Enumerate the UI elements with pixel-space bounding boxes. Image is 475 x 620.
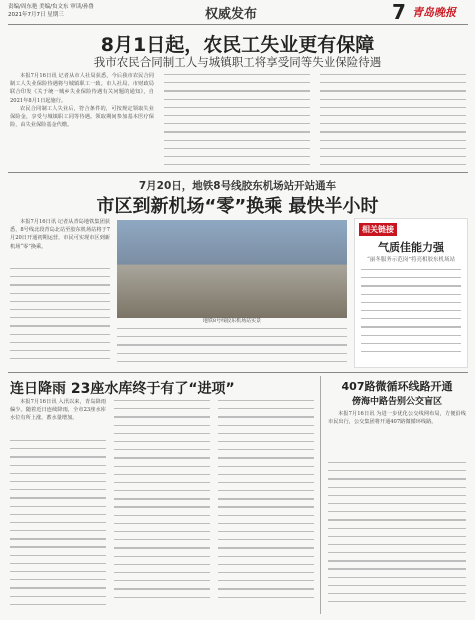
article4-subtitle: 傍海中路告别公交盲区 bbox=[351, 397, 442, 407]
related-link-title: 气质佳能力强 bbox=[378, 241, 444, 254]
article2-col1-text bbox=[10, 268, 110, 368]
masthead-editors bbox=[8, 3, 94, 19]
article3-lead: 本报7月16日讯 入汛以来，青岛降雨偏少。随着近日连续降雨，全市23座水库水位有所上涨，蓄水量增加。 bbox=[10, 399, 106, 422]
divider-1 bbox=[8, 172, 468, 173]
related-link-text bbox=[361, 269, 461, 361]
article3-col2-text bbox=[114, 400, 210, 612]
article2-title: 市区到新机场“零”换乘 最快半小时 bbox=[96, 196, 379, 217]
article4-col bbox=[328, 410, 466, 460]
article2-lead: 本报7月16日讯 记者从青岛地铁集团获悉，8号线北段青岛北站至胶东机场站将于7月20日开通初期运营，市民可实现市区到新机场“零”换乘。 bbox=[10, 219, 110, 250]
article1-col1 bbox=[10, 72, 154, 170]
article2-kicker: 7月20日，地铁8号线胶东机场站开站通车 bbox=[138, 180, 337, 192]
article4-title: 407路微循环线路开通 bbox=[341, 380, 453, 393]
article1-col3-text bbox=[320, 74, 466, 170]
article4-lead: 本报7月16日讯 为进一步优化公交线网布局，方便沿线市民出行，公交集团将开通407路微循环线路。 bbox=[328, 411, 466, 426]
related-link-box bbox=[354, 218, 468, 368]
article4-text bbox=[328, 462, 466, 612]
related-link-subtitle: “丽冬服务示范岗”将亮相胶东机场站 bbox=[366, 257, 456, 263]
article3-title: 连日降雨 23座水库终于有了“进项” bbox=[10, 381, 235, 397]
page-header bbox=[0, 0, 475, 24]
editors-line: 责编/周东艳 美编/贠文东 审读/孙鲁 bbox=[8, 4, 95, 10]
article1-col2-text bbox=[164, 74, 310, 170]
article1-body: 农民合同制工人失业后，符合条件的，可按规定领取失业保险金，享受与城镇职工同等待遇。领取期间参加基本医疗保险，由失业保险基金代缴。 bbox=[10, 105, 154, 129]
related-link-tag: 相关链接 bbox=[359, 223, 397, 236]
photo-caption: 地铁8号线胶东机场站实景 bbox=[202, 318, 262, 324]
article3-col3-text bbox=[218, 400, 314, 612]
section-title: 权威发布 bbox=[205, 7, 258, 22]
article2-col2-text bbox=[117, 328, 347, 368]
divider-2 bbox=[8, 372, 468, 373]
page-number: 7 bbox=[392, 0, 406, 24]
newspaper-logo: 青岛晚报 bbox=[412, 6, 456, 19]
article1-lead: 本报7月16日讯 记者从市人社局获悉，今后我市农民合同制工人失业保险待遇将与城镇职工一致。市人社局、市财政局联合印发《关于统一城乡失业保险待遇有关问题的通知》，自2021年8月1日起施行。 bbox=[10, 73, 154, 104]
article3-col1-text bbox=[10, 440, 106, 612]
article1-title: 8月1日起，农民工失业更有保障 bbox=[100, 34, 375, 56]
airport-station-photo bbox=[117, 220, 347, 318]
column-divider bbox=[320, 376, 321, 614]
issue-date: 2021年7月7日 星期三 bbox=[8, 12, 64, 18]
article1-subtitle: 我市农民合同制工人与城镇职工将享受同等失业保险待遇 bbox=[93, 55, 382, 69]
header-rule bbox=[8, 24, 468, 25]
